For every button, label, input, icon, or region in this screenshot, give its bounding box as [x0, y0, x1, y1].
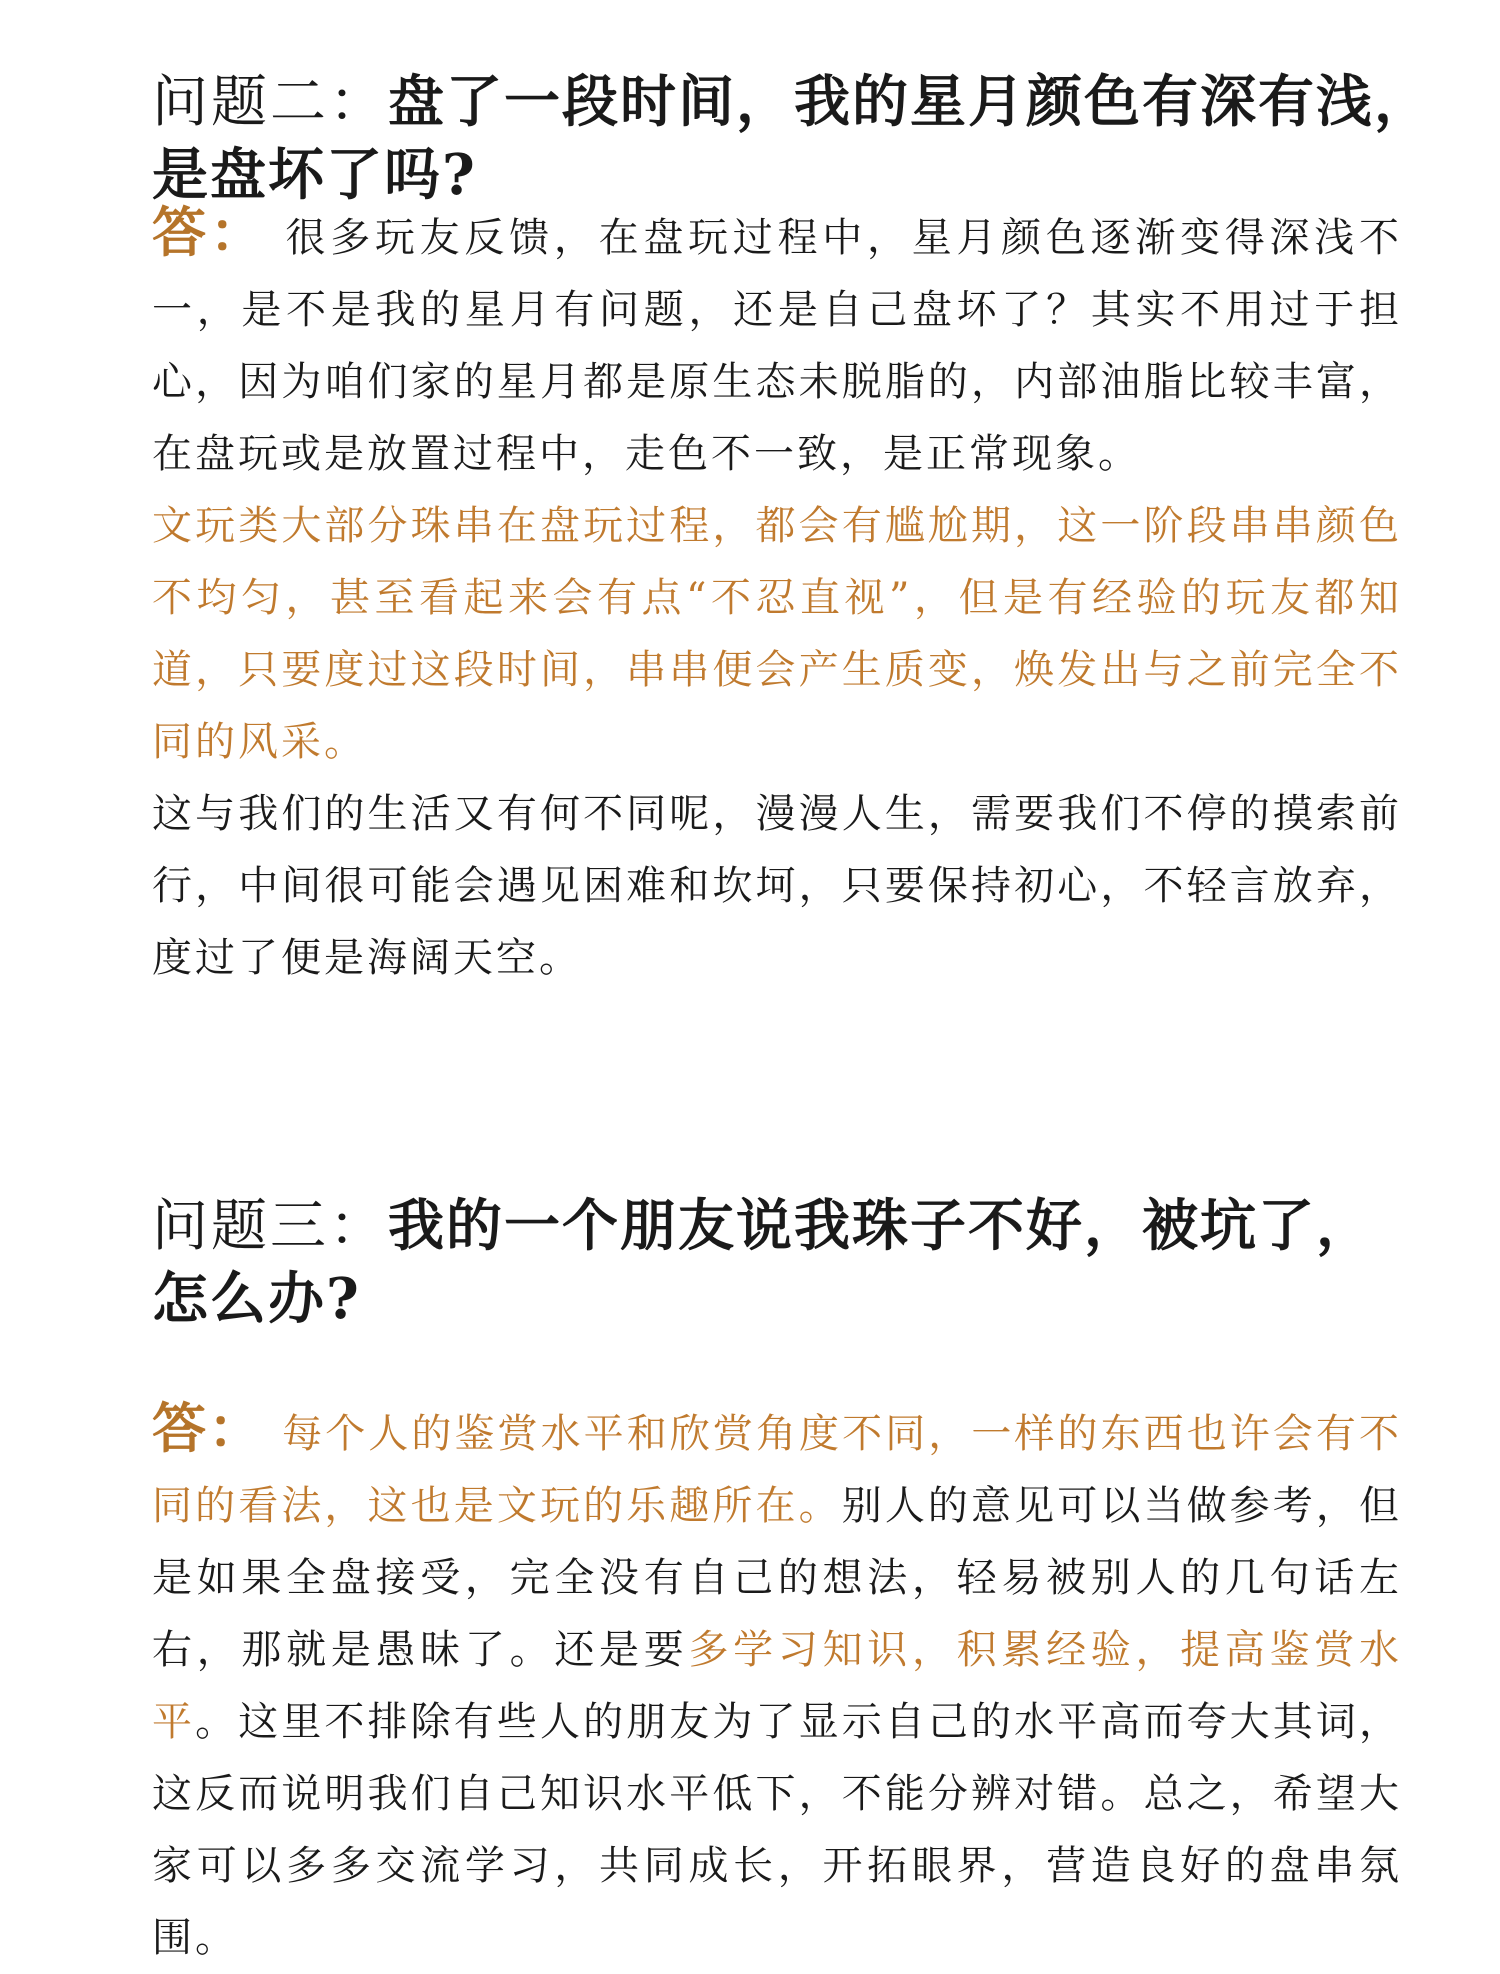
- answer-3: [152, 1392, 1402, 1974]
- question-3-title: [152, 1190, 1374, 1336]
- question-2-title: [152, 66, 1432, 212]
- question-3-title-line2: 怎么办?: [152, 1266, 361, 1332]
- answer-2: [152, 196, 1402, 994]
- answer-3-text-2: 。这里不排除有些人的朋友为了显示自己的水平高而夸大其词，这反而说明我们自己知识水平低下，不能分辨对错。总之，希望大家可以多多交流学习，共同成长，开拓眼界，营造良好的盘串氛围。: [152, 1699, 1403, 1961]
- answer-2-text-1: 很多玩友反馈，在盘玩过程中，星月颜色逐渐变得深浅不一，是不是我的星月有问题，还是自己盘坏了？其实不用过于担心，因为咱们家的星月都是原生态未脱脂的，内部油脂比较丰富，在盘玩或是放置过程中，走色不一致，是正常现象。: [152, 215, 1403, 477]
- answer-2-label: 答：: [152, 200, 268, 264]
- question-3-heading: 问题三：: [152, 1194, 388, 1259]
- question-2-title-line2: 是盘坏了吗?: [152, 142, 477, 208]
- answer-2-paragraph-3: 这与我们的生活又有何不同呢，漫漫人生，需要我们不停的摸索前行，中间很可能会遇见困难和坎坷，只要保持初心，不轻言放弃，度过了便是海阔天空。: [152, 791, 1402, 981]
- answer-3-highlight-2: 多学习知识，积累经验，提高鉴赏水平: [152, 1627, 1403, 1745]
- question-3-title-line1: 我的一个朋友说我珠子不好，被坑了，: [388, 1193, 1374, 1259]
- answer-2-paragraph-2-highlight: 文玩类大部分珠串在盘玩过程，都会有尴尬期，这一阶段串串颜色不均匀，甚至看起来会有点“不忍直视”，但是有经验的玩友都知道，只要度过这段时间，串串便会产生质变，焕发出与之前完全不同的风采。: [152, 503, 1402, 765]
- answer-3-highlight-1: 每个人的鉴赏水平和欣赏角度不同，一样的东西也许会有不同的看法，这也是文玩的乐趣所在。: [152, 1411, 1403, 1529]
- question-2-title-line1: 盘了一段时间，我的星月颜色有深有浅，: [388, 69, 1432, 135]
- answer-3-text-1: 别人的意见可以当做参考，但是如果全盘接受，完全没有自己的想法，轻易被别人的几句话左右，那就是愚昧了。还是要: [152, 1483, 1403, 1673]
- question-2-heading: 问题二：: [152, 70, 388, 135]
- answer-3-label: 答：: [152, 1396, 265, 1460]
- answer-2-paragraph-1: [152, 196, 1402, 490]
